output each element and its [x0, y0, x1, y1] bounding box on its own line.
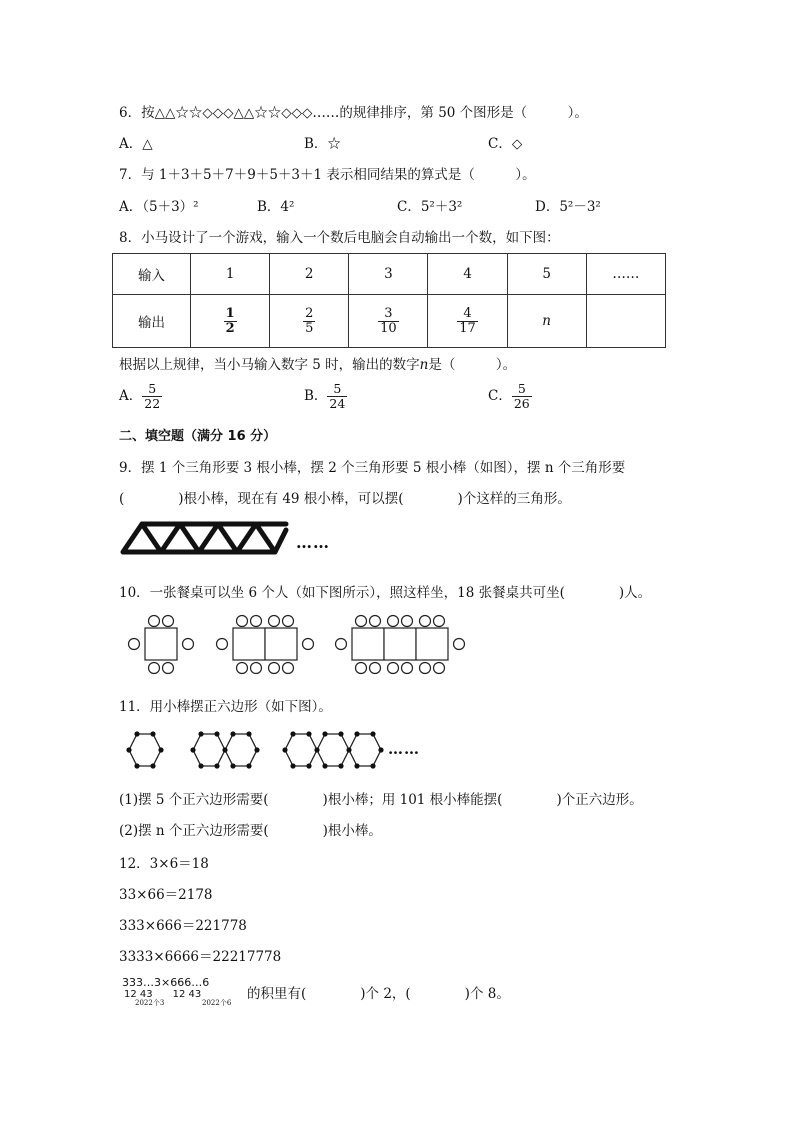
q8-option-b[interactable] [304, 382, 347, 411]
denominator: 17 [459, 320, 476, 336]
triangles-figure [118, 518, 298, 558]
denominator: 22 [144, 396, 161, 411]
question-11: 11．用小棒摆正六边形（如下图）。 [119, 699, 332, 715]
fraction [512, 382, 532, 411]
q8-option-a[interactable] [119, 382, 162, 411]
denominator: 24 [329, 396, 346, 411]
input-cell: 1 [191, 254, 270, 295]
question-10: 10．一张餐桌可以坐 6 个人（如下图所示），照这样坐，18 张餐桌共可坐( )人。 [119, 585, 652, 601]
q8-followup-tail: 是（ ）。 [428, 357, 517, 373]
output-cell-empty [586, 295, 665, 348]
question-9-line2: ( )根小棒，现在有 49 根小棒，可以摆( )个这样的三角形。 [119, 491, 571, 507]
input-cell: …… [586, 254, 665, 295]
fraction [142, 382, 162, 411]
triangles-ellipsis: …… [296, 533, 330, 552]
output-row [113, 295, 666, 348]
q7-option-b[interactable]: B．4² [257, 199, 295, 215]
denominator: 5 [305, 320, 314, 336]
numerator: 4 [463, 305, 472, 321]
q8-followup-var: n [419, 357, 429, 373]
input-cell: 2 [270, 254, 349, 295]
q7-option-c[interactable]: C．5²＋3² [397, 199, 463, 215]
option-label: C． [488, 388, 512, 404]
q12-underbrace-label-6: 2022个6 [202, 999, 232, 1007]
question-12-line4: 3333×6666＝22217778 [119, 949, 282, 965]
input-label: 输入 [113, 254, 191, 295]
q8-option-c[interactable] [488, 382, 532, 411]
question-11-part2: (2)摆 n 个正六边形需要( )根小棒。 [119, 823, 382, 839]
question-6: 6．按△△☆☆◇◇◇△△☆☆◇◇◇……的规律排序，第 50 个图形是（ ）。 [119, 105, 588, 121]
fraction [457, 307, 478, 336]
question-12-tail: 的积里有( )个 2，( )个 8。 [247, 986, 510, 1002]
output-cell [428, 295, 507, 348]
q12-expression-mid: 12 43 12 43 [124, 989, 202, 1000]
q7-option-d[interactable]: D．5²－3² [535, 199, 601, 215]
input-cell: 5 [507, 254, 586, 295]
denominator: 10 [380, 320, 397, 336]
q6-option-c[interactable]: C．◇ [488, 136, 523, 152]
q12-expression-top: 333…3×666…6 [122, 976, 210, 989]
output-cell [349, 295, 428, 348]
question-7: 7．与 1＋3＋5＋7＋9＋5＋3＋1 表示相同结果的算式是（ ）。 [119, 167, 536, 183]
fraction [378, 307, 399, 336]
input-cell: 3 [349, 254, 428, 295]
question-11-part1: (1)摆 5 个正六边形需要( )根小棒；用 101 根小棒能摆( )个正六边形。 [119, 792, 643, 808]
option-label: A． [119, 388, 143, 404]
numerator: 3 [384, 305, 393, 321]
fraction [303, 307, 315, 336]
denominator: 2 [225, 320, 235, 336]
q6-option-a[interactable]: A．△ [119, 136, 153, 152]
output-cell [191, 295, 270, 348]
output-label: 输出 [113, 295, 191, 348]
input-cell: 4 [428, 254, 507, 295]
question-12-line1: 12．3×6＝18 [119, 856, 209, 872]
section-heading: 二、填空题（满分 16 分） [119, 429, 277, 444]
question-8: 8．小马设计了一个游戏，输入一个数后电脑会自动输出一个数，如下图： [119, 230, 560, 246]
numerator: 5 [517, 381, 526, 396]
question-9-line1: 9．摆 1 个三角形要 3 根小棒，摆 2 个三角形要 5 根小棒（如图），摆 n 个三角形要 [119, 460, 626, 476]
option-label: B． [304, 388, 328, 404]
numerator: 1 [225, 305, 235, 321]
numerator: 5 [148, 381, 157, 396]
question-12-line3: 333×666＝221778 [119, 918, 247, 934]
q8-followup-text: 根据以上规律，当小马输入数字 5 时，输出的数字 [119, 357, 420, 373]
q8-followup [119, 356, 516, 374]
output-variable: n [507, 295, 586, 348]
question-12-line2: 33×66＝2178 [119, 887, 213, 903]
input-row [113, 254, 666, 295]
input-output-table [112, 253, 666, 348]
hexagons-ellipsis: …… [388, 740, 420, 758]
fraction [327, 382, 347, 411]
q7-option-a[interactable]: A．（5＋3）² [119, 199, 199, 215]
numerator: 5 [333, 381, 342, 396]
q6-option-b[interactable]: B．☆ [304, 136, 341, 152]
q12-underbrace-label-3: 2022个3 [135, 999, 165, 1007]
numerator: 2 [305, 305, 314, 321]
output-cell [270, 295, 349, 348]
denominator: 26 [513, 396, 530, 411]
fraction [224, 307, 237, 336]
hexagons-figure [122, 728, 392, 778]
tables-figure [122, 612, 472, 680]
